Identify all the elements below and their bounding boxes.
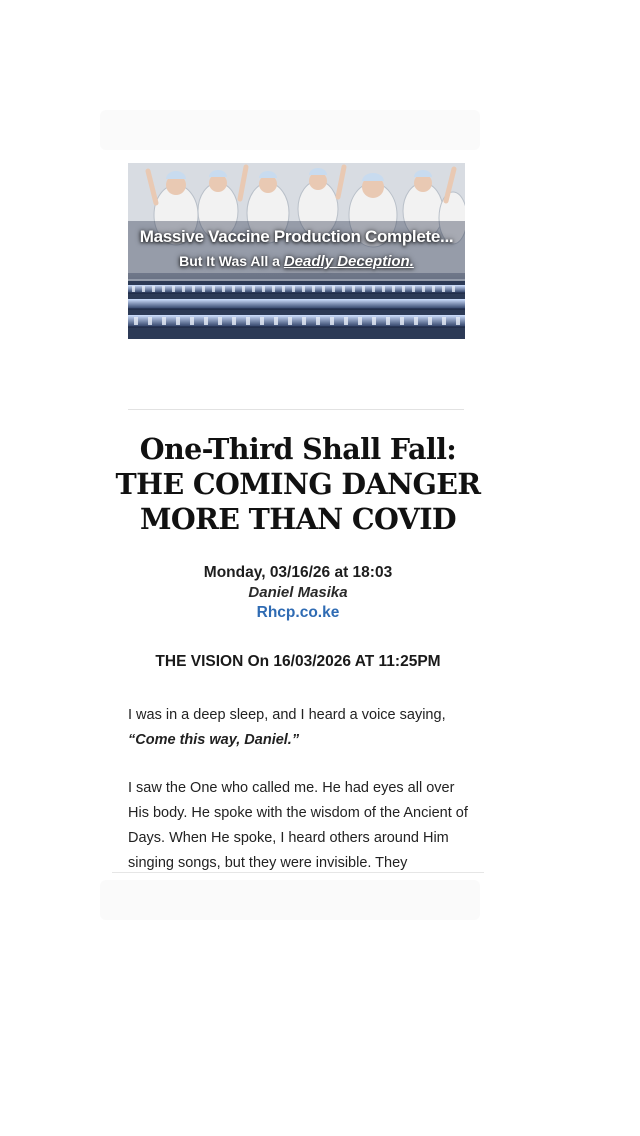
article-headline (112, 432, 484, 537)
background-ghost-header (100, 110, 480, 150)
headline-line2: THE COMING DANGER (115, 467, 481, 501)
hero-image (128, 163, 465, 339)
section-heading: THE VISION On 16/03/2026 AT 11:25PM (155, 653, 441, 670)
background-ghost-footer (100, 880, 480, 920)
article-page (112, 150, 484, 872)
headline-line3: MORE THAN COVID (139, 502, 457, 536)
hero-caption-line1: Massive Vaccine Production Complete... (139, 227, 454, 246)
paragraph-2: I saw the One who called me. He had eyes all over His body. He spoke with the wisdom of the Ancient of Days. When He spoke, I heard others around Him singing songs, but they were invisible. They (128, 780, 468, 871)
hero-illustration (128, 163, 465, 339)
page-bottom-edge (112, 872, 484, 873)
paragraph-1-quote: “Come this way, Daniel.” (128, 732, 300, 748)
hero-caption-prefix: But It Was All a (179, 253, 280, 269)
hero-caption-line2 (128, 253, 465, 270)
hero-caption-emphasis: Deadly Deception. (283, 253, 414, 270)
article-author: Daniel Masika (248, 584, 348, 601)
paragraph-1-lead: I was in a deep sleep, and I heard a voice saying, (128, 707, 446, 723)
article-date: Monday, 03/16/26 at 18:03 (203, 564, 393, 581)
source-site-link[interactable]: Rhcp.co.ke (256, 604, 340, 621)
section-divider (128, 409, 464, 410)
paragraph-1 (128, 703, 473, 753)
headline-line1: One-Third Shall Fall: (139, 432, 457, 466)
